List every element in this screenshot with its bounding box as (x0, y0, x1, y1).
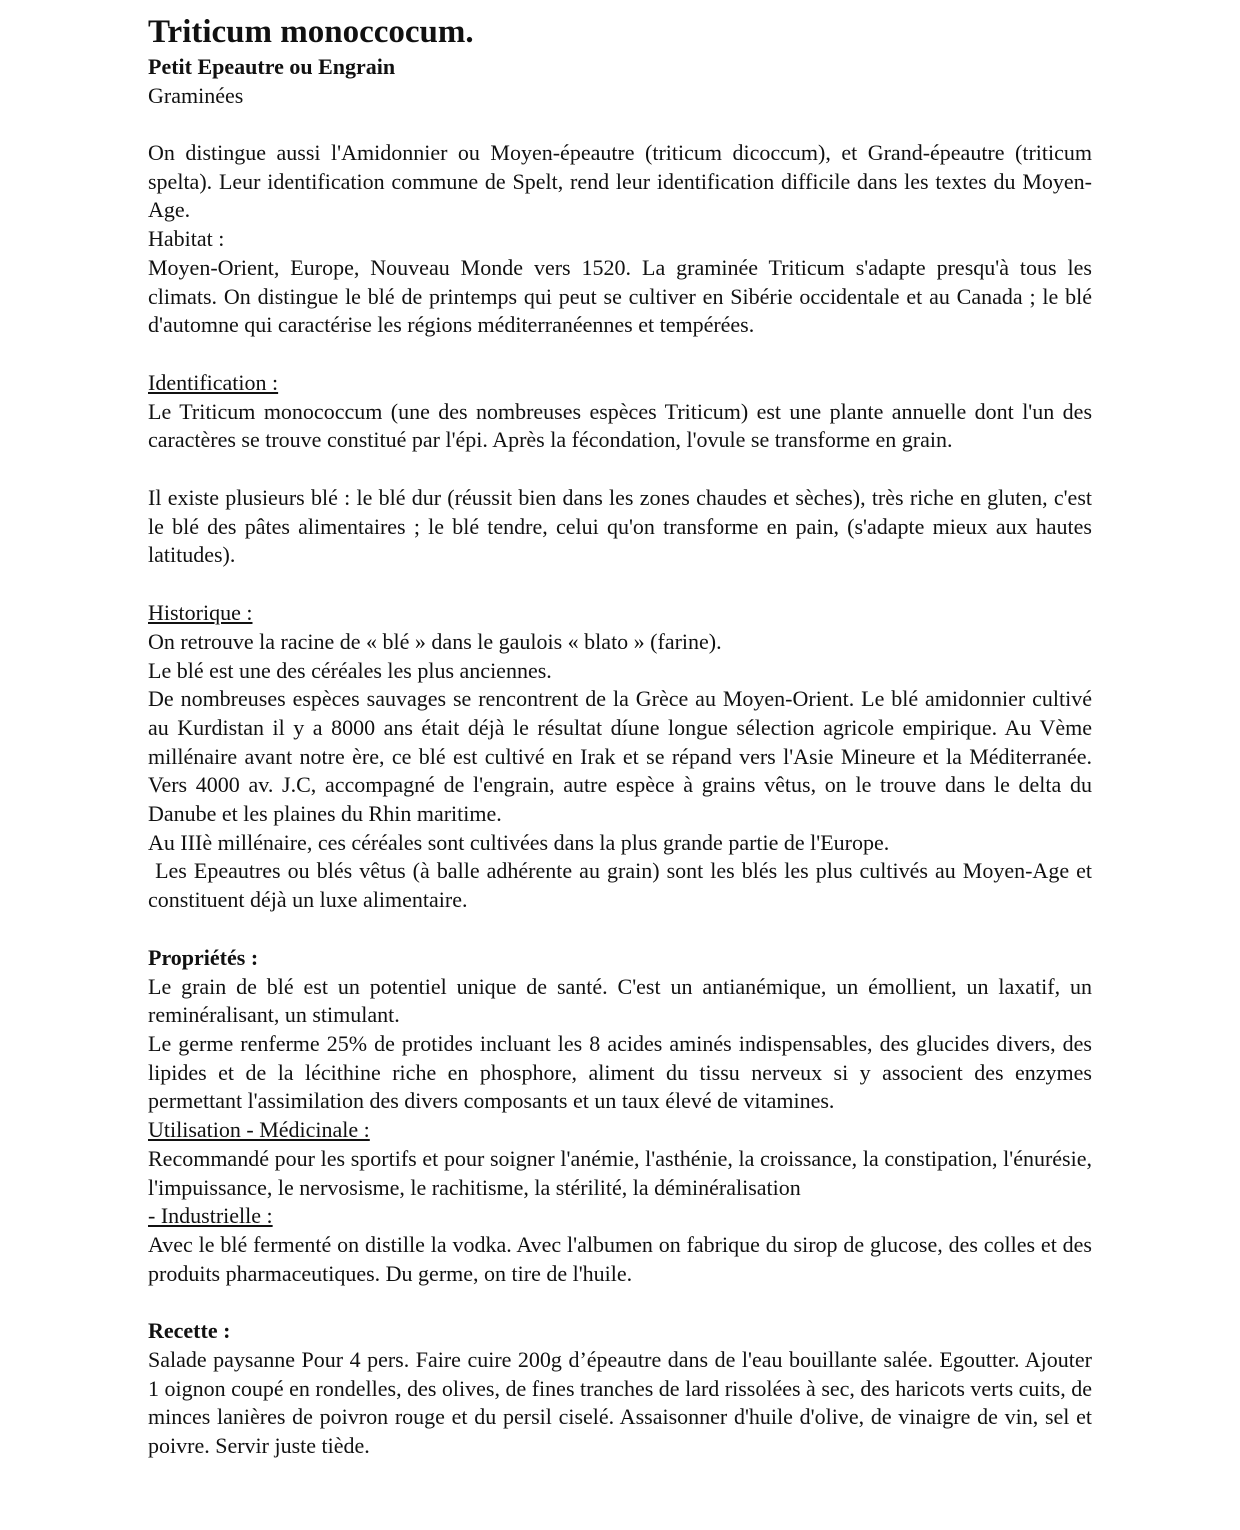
historique-line-2: Le blé est une des céréales les plus anciennes. (148, 657, 552, 683)
identification-paragraph: Le Triticum monococcum (une des nombreuses espèces Triticum) est une plante annuelle dont l'un des caractères se trouve constitué par l'épi. Après la fécondation, l'ovule se transforme en grain. (148, 398, 1092, 453)
industrielle-paragraph: Avec le blé fermenté on distille la vodka. Avec l'albumen on fabrique du sirop de glucose, des colles et des produits pharmaceutiques. Du germe, on tire de l'huile. (148, 1231, 1092, 1286)
historique-line-3: Au IIIè millénaire, ces céréales sont cultivées dans la plus grande partie de l'Europe. (148, 829, 890, 855)
habitat-paragraph: Moyen-Orient, Europe, Nouveau Monde vers 1520. La graminée Triticum s'adapte presqu'à tous les climats. On distingue le blé de printemps qui peut se cultiver en Sibérie occidentale et au Canada ; le blé d'automne qui caractérise les régions méditerranéennes et tempérées. (148, 254, 1092, 338)
historique-paragraph-2: Les Epeautres ou blés vêtus (à balle adhérente au grain) sont les blés les plus cultivés au Moyen-Age et constituent déjà un luxe alimentaire. (148, 858, 1098, 913)
identification-paragraph-2: Il existe plusieurs blé : le blé dur (réussit bien dans les zones chaudes et sèches), très riche en gluten, c'est le blé des pâtes alimentaires ; le blé tendre, celui qu'on transforme en pain, (s'adapte mieux aux hautes latitudes). (148, 485, 1092, 568)
intro-paragraph: On distingue aussi l'Amidonnier ou Moyen-épeautre (triticum dicoccum), et Grand-épeautre (triticum spelta). Leur identification commune de Spelt, rend leur identification difficile dans les textes du Moyen-Age. (148, 140, 1092, 223)
recette-paragraph: Salade paysanne Pour 4 pers. Faire cuire 200g d’épeautre dans de l'eau bouillante salée. Egoutter. Ajouter 1 oignon coupé en rondelles, des olives, de fines tranches de lard rissolées à sec, des haricots verts cuits, de minces lanières de poivron rouge et du persil ciselé. Assaisonner d'huile d'olive, de vinaigre de vin, sel et poivre. Servir juste tiède. (148, 1347, 1092, 1459)
spacer (148, 340, 1092, 369)
habitat-heading: Habitat : (148, 226, 225, 252)
spacer (148, 915, 1092, 944)
page-title: Triticum monoccocum. (148, 14, 474, 50)
identification-heading: Identification : (148, 369, 279, 395)
historique-heading: Historique : (148, 600, 253, 626)
utilisation-paragraph: Recommandé pour les sportifs et pour soigner l'anémie, l'asthénie, la croissance, la constipation, l'énurésie, l'impuissance, le nervosisme, le rachitisme, la stérilité, la déminéralisation (148, 1145, 1092, 1200)
plant-family: Graminées (148, 83, 244, 108)
industrielle-heading: - Industrielle : (148, 1203, 273, 1229)
spacer (148, 455, 1092, 484)
page-subtitle: Petit Epeautre ou Engrain (148, 54, 396, 79)
utilisation-heading: Utilisation - Médicinale : (148, 1117, 370, 1143)
proprietes-paragraph: Le grain de blé est un potentiel unique de santé. C'est un antianémique, un émollient, un laxatif, un reminéralisant, un stimulant. (148, 973, 1092, 1028)
spacer (148, 570, 1092, 599)
recette-heading: Recette : (148, 1318, 231, 1344)
document-page (148, 12, 1098, 1461)
historique-line-1: On retrouve la racine de « blé » dans le gaulois « blato » (farine). (148, 628, 722, 654)
spacer (148, 110, 1092, 139)
proprietes-heading: Propriétés : (148, 944, 259, 970)
spacer (148, 1288, 1092, 1317)
proprietes-paragraph-2: Le germe renferme 25% de protides incluant les 8 acides aminés indispensables, des glucides divers, des lipides et de la lécithine riche en phosphore, aliment du tissu nerveux si y associent des enzymes permettant l'assimilation des divers composants et un taux élevé de vitamines. (148, 1030, 1092, 1114)
historique-paragraph: De nombreuses espèces sauvages se rencontrent de la Grèce au Moyen-Orient. Le blé amidonnier cultivé au Kurdistan il y a 8000 ans était déjà le résultat díune longue sélection agricole empirique. Au Vème millénaire avant notre ère, ce blé est cultivé en Irak et se répand vers l'Asie Mineure et la Méditerranée. Vers 4000 av. J.C, accompagné de l'engrain, autre espèce à grains vêtus, on le trouve dans le delta du Danube et les plaines du Rhin maritime. (148, 686, 1092, 827)
